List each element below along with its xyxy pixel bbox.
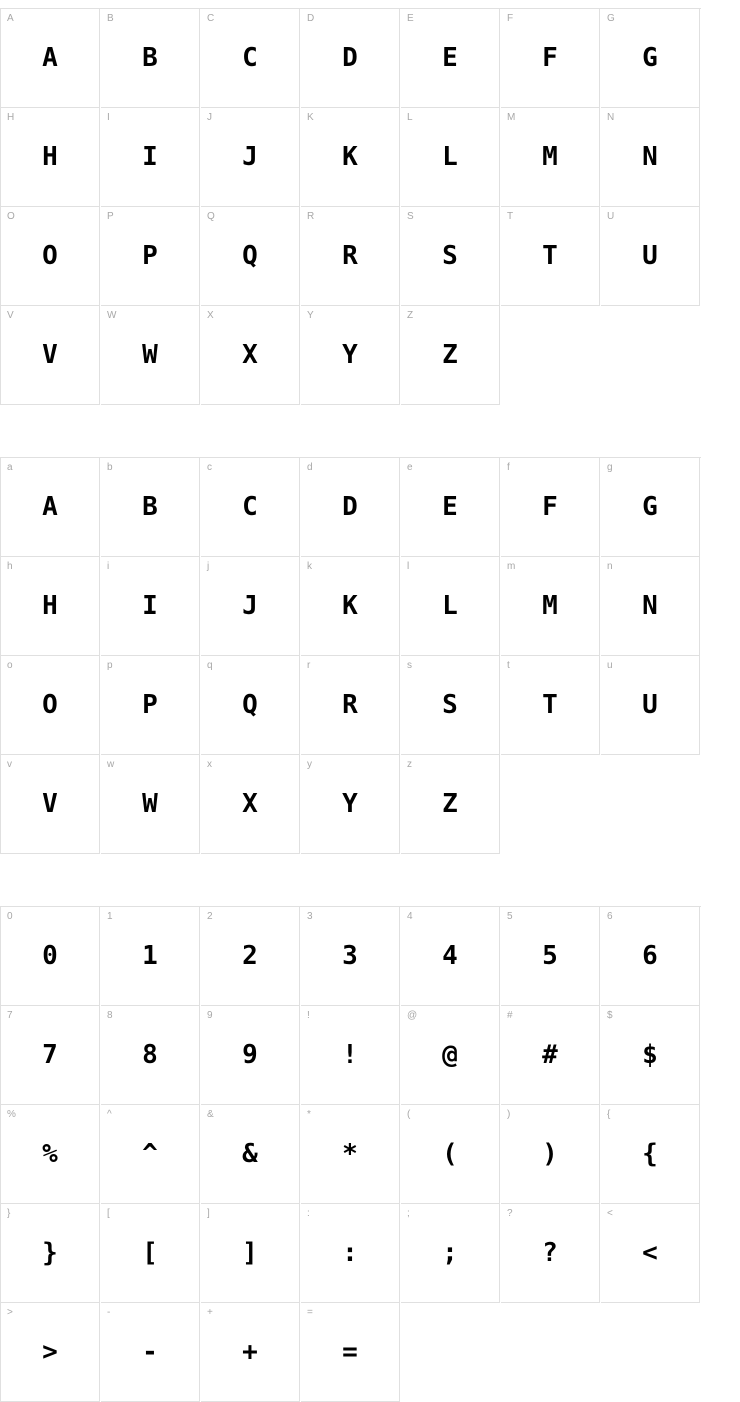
glyph-cell-character: A: [42, 492, 58, 522]
glyph-cell[interactable]: [601, 207, 700, 306]
glyph-cell-label: B: [107, 13, 114, 24]
glyph-cell-label: 9: [207, 1010, 213, 1021]
glyph-cell-label: O: [7, 211, 15, 222]
glyph-cell[interactable]: [101, 1204, 200, 1303]
glyph-cell[interactable]: [101, 458, 200, 557]
glyph-cell[interactable]: [601, 557, 700, 656]
glyph-cell-label: C: [207, 13, 215, 24]
glyph-cell-character: A: [42, 43, 58, 73]
glyph-cell[interactable]: [401, 207, 500, 306]
glyph-cell-character: S: [442, 690, 458, 720]
glyph-cell-character: 6: [642, 941, 658, 971]
glyph-cell-empty: [601, 755, 700, 854]
glyph-cell-character: F: [542, 43, 558, 73]
glyph-cell-label: +: [207, 1307, 213, 1318]
glyph-cell-label: 4: [407, 911, 413, 922]
glyph-cell-character: <: [642, 1238, 658, 1268]
glyph-cell[interactable]: [501, 207, 600, 306]
glyph-cell-empty: [501, 755, 600, 854]
glyph-grid-numerals-and-symbols: [0, 906, 701, 1402]
glyph-cell-label: J: [207, 112, 212, 123]
glyph-cell-empty: [501, 1303, 600, 1402]
glyph-cell-label: 3: [307, 911, 313, 922]
section-spacer: [0, 854, 740, 906]
glyph-cell[interactable]: [101, 108, 200, 207]
glyph-cell-label: F: [507, 13, 514, 24]
glyph-cell-label: #: [507, 1010, 513, 1021]
glyph-cell-label: R: [307, 211, 315, 222]
glyph-cell[interactable]: [301, 1105, 400, 1204]
glyph-cell[interactable]: [301, 755, 400, 854]
glyph-cell-character: [: [142, 1238, 158, 1268]
glyph-cell[interactable]: [301, 1303, 400, 1402]
glyph-cell[interactable]: [601, 108, 700, 207]
glyph-cell-character: X: [242, 789, 258, 819]
glyph-cell-character: Z: [442, 789, 458, 819]
glyph-cell-label: %: [7, 1109, 16, 1120]
glyph-cell[interactable]: [301, 1006, 400, 1105]
glyph-cell-label: t: [507, 660, 510, 671]
glyph-cell-character: G: [642, 492, 658, 522]
glyph-cell-label: q: [207, 660, 213, 671]
glyph-cell-label: }: [7, 1208, 11, 1219]
glyph-cell[interactable]: [1, 1303, 100, 1402]
glyph-cell[interactable]: [301, 9, 400, 108]
glyph-cell-character: +: [242, 1337, 258, 1367]
glyph-cell[interactable]: [101, 306, 200, 405]
glyph-cell-label: d: [307, 462, 313, 473]
glyph-cell-label: L: [407, 112, 413, 123]
glyph-cell-character: !: [342, 1040, 358, 1070]
glyph-cell-character: I: [142, 142, 158, 172]
glyph-cell[interactable]: [101, 1105, 200, 1204]
glyph-cell-label: l: [407, 561, 410, 572]
glyph-cell-label: Y: [307, 310, 314, 321]
glyph-cell-character: M: [542, 591, 558, 621]
glyph-cell-label: b: [107, 462, 113, 473]
glyph-cell-character: V: [42, 340, 58, 370]
glyph-cell-character: (: [442, 1139, 458, 1169]
glyph-cell[interactable]: [201, 907, 300, 1006]
glyph-cell[interactable]: [601, 1006, 700, 1105]
glyph-cell[interactable]: [1, 306, 100, 405]
glyph-cell-character: E: [442, 492, 458, 522]
glyph-cell[interactable]: [201, 108, 300, 207]
glyph-cell-character: @: [442, 1040, 458, 1070]
glyph-cell[interactable]: [1, 1105, 100, 1204]
glyph-cell-label: ?: [507, 1208, 513, 1219]
glyph-cell-empty: [601, 306, 700, 405]
glyph-cell[interactable]: [601, 656, 700, 755]
glyph-cell[interactable]: [201, 557, 300, 656]
glyph-cell-label: <: [607, 1208, 613, 1219]
glyph-cell-character: P: [142, 241, 158, 271]
glyph-cell-character: B: [142, 43, 158, 73]
glyph-cell-character: 2: [242, 941, 258, 971]
glyph-cell[interactable]: [401, 9, 500, 108]
glyph-cell-character: M: [542, 142, 558, 172]
glyph-cell-label: &: [207, 1109, 214, 1120]
glyph-cell-character: Q: [242, 690, 258, 720]
glyph-cell[interactable]: [401, 1006, 500, 1105]
glyph-cell[interactable]: [601, 1105, 700, 1204]
glyph-cell-character: X: [242, 340, 258, 370]
glyph-cell-label: s: [407, 660, 412, 671]
glyph-cell-label: 8: [107, 1010, 113, 1021]
glyph-cell-character: *: [342, 1139, 358, 1169]
glyph-cell-label: g: [607, 462, 613, 473]
glyph-cell[interactable]: [301, 207, 400, 306]
glyph-cell[interactable]: [401, 108, 500, 207]
glyph-cell[interactable]: [401, 656, 500, 755]
glyph-cell-label: 0: [7, 911, 13, 922]
glyph-cell-character: O: [42, 241, 58, 271]
glyph-cell-empty: [601, 1303, 700, 1402]
glyph-cell-label: Z: [407, 310, 414, 321]
glyph-cell-label: r: [307, 660, 311, 671]
glyph-cell[interactable]: [401, 907, 500, 1006]
glyph-cell-character: N: [642, 591, 658, 621]
glyph-cell-label: m: [507, 561, 516, 572]
glyph-cell-character: =: [342, 1337, 358, 1367]
glyph-cell-label: o: [7, 660, 13, 671]
glyph-cell-label: 7: [7, 1010, 13, 1021]
top-spacer: [0, 0, 740, 8]
glyph-cell-label: S: [407, 211, 414, 222]
glyph-cell[interactable]: [1, 907, 100, 1006]
glyph-cell[interactable]: [201, 1303, 300, 1402]
glyph-cell[interactable]: [301, 656, 400, 755]
glyph-cell[interactable]: [501, 9, 600, 108]
glyph-cell[interactable]: [201, 1105, 300, 1204]
glyph-cell-label: z: [407, 759, 412, 770]
glyph-cell[interactable]: [601, 458, 700, 557]
glyph-cell-label: ]: [207, 1208, 210, 1219]
glyph-cell[interactable]: [401, 458, 500, 557]
glyph-cell-character: D: [342, 43, 358, 73]
glyph-cell[interactable]: [101, 9, 200, 108]
glyph-cell-character: K: [342, 142, 358, 172]
section-spacer: [0, 405, 740, 457]
glyph-cell[interactable]: [601, 1204, 700, 1303]
glyph-cell-character: K: [342, 591, 358, 621]
glyph-cell-label: ^: [107, 1109, 112, 1120]
glyph-cell-label: u: [607, 660, 613, 671]
glyph-cell[interactable]: [401, 557, 500, 656]
glyph-cell-label: ;: [407, 1208, 410, 1219]
glyph-grid-uppercase: [0, 8, 701, 405]
glyph-cell-character: >: [42, 1337, 58, 1367]
glyph-cell-character: 4: [442, 941, 458, 971]
glyph-cell-character: H: [42, 591, 58, 621]
glyph-cell-character: U: [642, 241, 658, 271]
glyph-cell-label: v: [7, 759, 12, 770]
glyph-cell-character: R: [342, 241, 358, 271]
glyph-cell-empty: [501, 306, 600, 405]
glyph-cell-label: T: [507, 211, 514, 222]
glyph-cell-label: -: [107, 1307, 111, 1318]
glyph-cell-character: $: [642, 1040, 658, 1070]
glyph-cell[interactable]: [1, 207, 100, 306]
glyph-cell-label: A: [7, 13, 14, 24]
glyph-cell-label: {: [607, 1109, 611, 1120]
glyph-cell-character: 9: [242, 1040, 258, 1070]
glyph-cell-character: ): [542, 1139, 558, 1169]
glyph-cell[interactable]: [501, 557, 600, 656]
glyph-cell-character: 7: [42, 1040, 58, 1070]
glyph-cell-label: D: [307, 13, 315, 24]
glyph-cell-character: C: [242, 43, 258, 73]
glyph-cell[interactable]: [201, 458, 300, 557]
glyph-cell-character: L: [442, 142, 458, 172]
glyph-cell-character: H: [42, 142, 58, 172]
glyph-cell-character: I: [142, 591, 158, 621]
glyph-cell[interactable]: [201, 9, 300, 108]
glyph-cell-label: K: [307, 112, 314, 123]
glyph-cell-character: %: [42, 1139, 58, 1169]
glyph-cell-character: W: [142, 340, 158, 370]
glyph-cell-label: M: [507, 112, 516, 123]
glyph-cell-character: O: [42, 690, 58, 720]
glyph-cell-label: H: [7, 112, 15, 123]
glyph-cell[interactable]: [1, 557, 100, 656]
glyph-cell-character: -: [142, 1337, 158, 1367]
glyph-cell-character: 0: [42, 941, 58, 971]
glyph-cell[interactable]: [301, 108, 400, 207]
glyph-cell-character: S: [442, 241, 458, 271]
glyph-cell-label: a: [7, 462, 13, 473]
glyph-cell-label: Q: [207, 211, 215, 222]
glyph-cell-label: U: [607, 211, 615, 222]
glyph-cell-label: p: [107, 660, 113, 671]
glyph-cell-character: Y: [342, 789, 358, 819]
glyph-sections-container: [0, 8, 740, 1402]
glyph-cell-character: ;: [442, 1238, 458, 1268]
glyph-cell-label: @: [407, 1010, 418, 1021]
glyph-cell-label: w: [107, 759, 115, 770]
glyph-cell-label: 6: [607, 911, 613, 922]
glyph-cell-label: ): [507, 1109, 511, 1120]
glyph-cell-label: W: [107, 310, 117, 321]
glyph-cell-label: 1: [107, 911, 113, 922]
glyph-cell[interactable]: [201, 207, 300, 306]
glyph-cell-label: h: [7, 561, 13, 572]
glyph-cell-character: 1: [142, 941, 158, 971]
glyph-cell[interactable]: [301, 458, 400, 557]
glyph-cell-label: k: [307, 561, 312, 572]
glyph-cell[interactable]: [501, 907, 600, 1006]
glyph-cell-label: E: [407, 13, 414, 24]
glyph-cell[interactable]: [201, 755, 300, 854]
glyph-cell[interactable]: [101, 207, 200, 306]
glyph-cell[interactable]: [1, 9, 100, 108]
glyph-cell-character: B: [142, 492, 158, 522]
glyph-cell-character: 3: [342, 941, 358, 971]
glyph-cell-character: #: [542, 1040, 558, 1070]
glyph-cell-label: (: [407, 1109, 411, 1120]
glyph-cell[interactable]: [501, 1006, 600, 1105]
glyph-cell-label: f: [507, 462, 510, 473]
glyph-cell-label: N: [607, 112, 615, 123]
glyph-cell-label: P: [107, 211, 114, 222]
glyph-cell-character: T: [542, 690, 558, 720]
glyph-cell-character: P: [142, 690, 158, 720]
glyph-cell[interactable]: [401, 1105, 500, 1204]
glyph-cell[interactable]: [1, 1204, 100, 1303]
glyph-cell-label: *: [307, 1109, 311, 1120]
glyph-cell-label: !: [307, 1010, 310, 1021]
glyph-cell-label: =: [307, 1307, 313, 1318]
glyph-cell[interactable]: [301, 1204, 400, 1303]
glyph-cell-character: U: [642, 690, 658, 720]
glyph-cell[interactable]: [401, 306, 500, 405]
glyph-cell[interactable]: [201, 656, 300, 755]
glyph-cell-character: }: [42, 1238, 58, 1268]
glyph-cell[interactable]: [501, 458, 600, 557]
glyph-cell[interactable]: [601, 907, 700, 1006]
glyph-cell-character: ^: [142, 1139, 158, 1169]
glyph-cell[interactable]: [1, 656, 100, 755]
glyph-cell-label: 5: [507, 911, 513, 922]
glyph-cell[interactable]: [101, 755, 200, 854]
glyph-cell-label: :: [307, 1208, 310, 1219]
glyph-cell-character: {: [642, 1139, 658, 1169]
glyph-cell-character: R: [342, 690, 358, 720]
glyph-cell-label: 2: [207, 911, 213, 922]
glyph-cell[interactable]: [101, 907, 200, 1006]
glyph-cell[interactable]: [1, 1006, 100, 1105]
glyph-cell[interactable]: [101, 1303, 200, 1402]
glyph-cell[interactable]: [601, 9, 700, 108]
glyph-cell[interactable]: [201, 306, 300, 405]
glyph-cell-label: [: [107, 1208, 110, 1219]
glyph-cell[interactable]: [501, 1105, 600, 1204]
glyph-cell-character: C: [242, 492, 258, 522]
glyph-cell-character: :: [342, 1238, 358, 1268]
glyph-cell[interactable]: [401, 1204, 500, 1303]
glyph-cell-character: 8: [142, 1040, 158, 1070]
glyph-cell[interactable]: [301, 557, 400, 656]
glyph-cell-label: x: [207, 759, 212, 770]
glyph-cell[interactable]: [101, 656, 200, 755]
glyph-cell-label: X: [207, 310, 214, 321]
glyph-cell[interactable]: [1, 755, 100, 854]
glyph-cell[interactable]: [301, 306, 400, 405]
glyph-cell-label: c: [207, 462, 212, 473]
glyph-cell-character: &: [242, 1139, 258, 1169]
glyph-cell-character: T: [542, 241, 558, 271]
glyph-cell[interactable]: [101, 1006, 200, 1105]
glyph-cell-character: W: [142, 789, 158, 819]
glyph-cell-character: J: [242, 142, 258, 172]
glyph-cell[interactable]: [301, 907, 400, 1006]
glyph-cell-label: G: [607, 13, 615, 24]
glyph-cell[interactable]: [501, 1204, 600, 1303]
glyph-cell-label: >: [7, 1307, 13, 1318]
glyph-cell-character: Z: [442, 340, 458, 370]
glyph-cell[interactable]: [201, 1204, 300, 1303]
glyph-cell-character: ]: [242, 1238, 258, 1268]
glyph-cell-label: $: [607, 1010, 613, 1021]
glyph-cell-character: V: [42, 789, 58, 819]
glyph-cell-character: D: [342, 492, 358, 522]
glyph-cell-label: e: [407, 462, 413, 473]
glyph-cell[interactable]: [1, 458, 100, 557]
glyph-cell-empty: [401, 1303, 500, 1402]
glyph-cell[interactable]: [1, 108, 100, 207]
glyph-cell-label: y: [307, 759, 312, 770]
glyph-cell-label: I: [107, 112, 110, 123]
glyph-cell-character: Y: [342, 340, 358, 370]
glyph-grid-lowercase: [0, 457, 701, 854]
glyph-cell-character: N: [642, 142, 658, 172]
glyph-cell[interactable]: [401, 755, 500, 854]
glyph-cell-label: i: [107, 561, 110, 572]
glyph-cell-character: Q: [242, 241, 258, 271]
glyph-cell-character: 5: [542, 941, 558, 971]
glyph-cell-character: E: [442, 43, 458, 73]
glyph-cell-label: V: [7, 310, 14, 321]
glyph-cell-label: j: [207, 561, 210, 572]
glyph-cell[interactable]: [501, 108, 600, 207]
glyph-cell[interactable]: [201, 1006, 300, 1105]
glyph-cell-character: ?: [542, 1238, 558, 1268]
glyph-cell-character: J: [242, 591, 258, 621]
glyph-cell-character: L: [442, 591, 458, 621]
glyph-cell-label: n: [607, 561, 613, 572]
glyph-cell-character: F: [542, 492, 558, 522]
glyph-cell[interactable]: [101, 557, 200, 656]
glyph-cell-character: G: [642, 43, 658, 73]
glyph-cell[interactable]: [501, 656, 600, 755]
